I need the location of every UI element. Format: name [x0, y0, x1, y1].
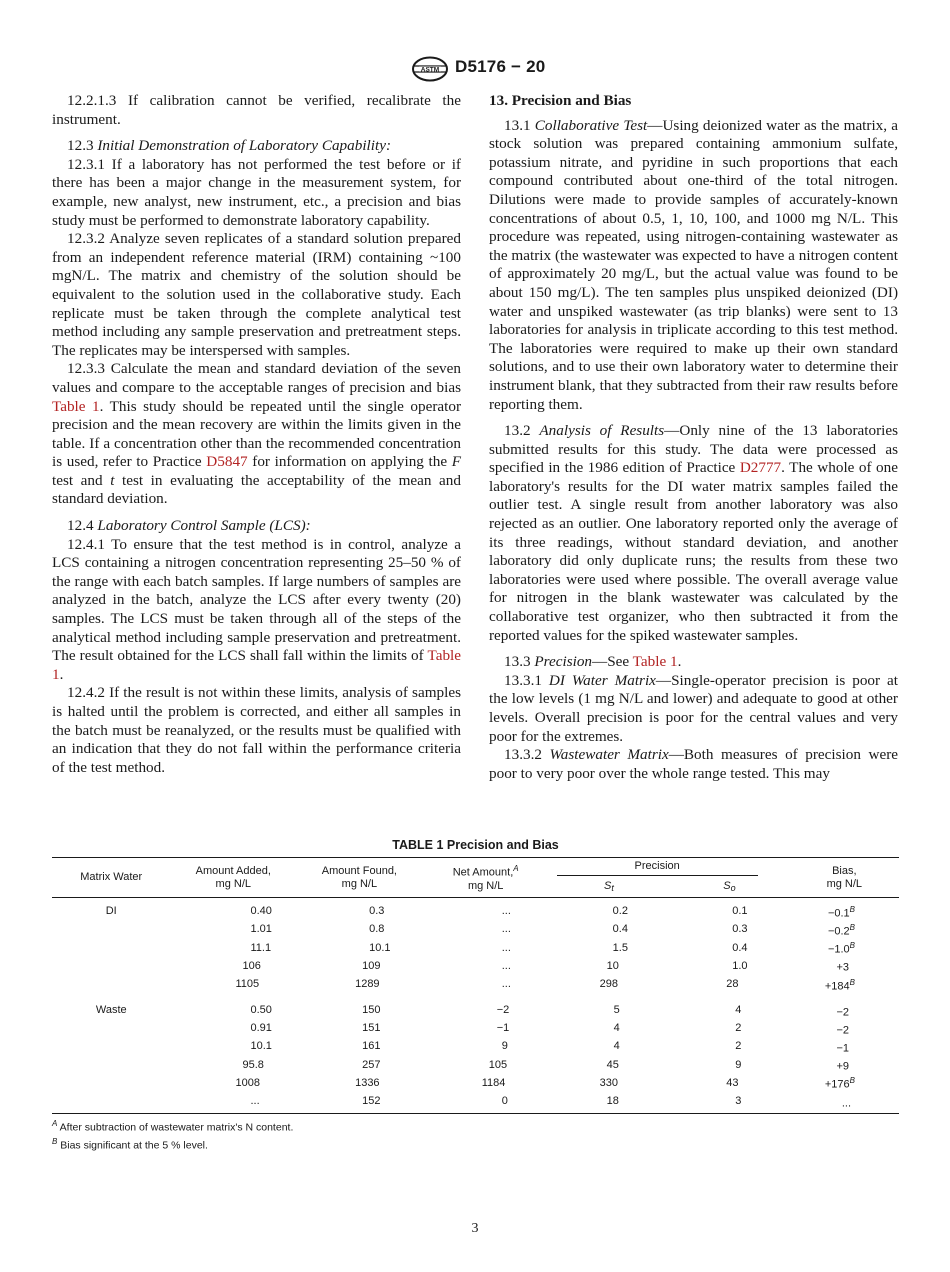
- text-span: —Using deionized water as the matrix, a stock solution was prepared containing ammonium sulfate, potassium nitrate, and pyridine in such proportions that each compound contributed about one-third of the total nitrogen. Dilutions were made to provide samples of accurately-known concentrations of about 0.5, 1, 10, 100, and 1000 mg N/L. This procedure was repeated, using nitrogen-containing wastewater as the matrix (the wastewater was expected to have a nitrogen content of approximately 20 mg/L, but the actual value was found to be about 150 mg/L). The ten samples plus unspiked deionized (DI) water and unspiked wastewater (as trip blanks) were sent to 13 laboratories for analysis in triplicate according to this test method. The laboratories were required to make up their own standard solutions, and to use their own laboratory water to determine their instrument blank, that they subtracted from their raw results before reporting them.: [489, 116, 898, 413]
- cell-bias: [790, 1038, 899, 1056]
- cell-sr: 298: [599, 977, 619, 990]
- text-span: 12.3.3 Calculate the mean and standard deviation of the seven values and compare to the acceptable ranges of precision and bias: [52, 360, 461, 396]
- cell-found: 10.1: [369, 941, 391, 954]
- para-13-3-2-title: Wastewater Matrix: [549, 746, 669, 764]
- para-13-1-title: Collaborative Test: [534, 116, 648, 134]
- cell-found: 0.8: [369, 923, 385, 936]
- cell-matrix: [52, 939, 170, 957]
- cell-so: 2: [735, 1040, 742, 1053]
- para-13-3-2: [489, 746, 898, 783]
- cell-bias: [790, 1020, 899, 1038]
- text-span: . This study should be repeated until the single operator precision and the mean recovery are within the limits given in the table. If a concentration other than the recommended concentration is used, refer to Practice: [52, 397, 462, 471]
- para-12-3-number: 12.3: [67, 137, 98, 155]
- bias-value: +176: [824, 1079, 850, 1092]
- cell-found: 152: [296, 1093, 423, 1114]
- cell-net: ...: [501, 941, 511, 954]
- table-row: [52, 939, 899, 957]
- footnote-mark: B: [849, 1076, 855, 1086]
- cell-so: 3: [669, 1093, 789, 1114]
- cell-found: 1336: [355, 1076, 380, 1089]
- para-12-2-1-3: 12.2.1.3 If calibration cannot be verified, recalibrate the instrument.: [52, 92, 461, 128]
- cell-sr: 4: [613, 1022, 620, 1035]
- cell-matrix: [52, 1056, 170, 1074]
- header-amount-added: [170, 858, 296, 898]
- para-12-4: [52, 517, 461, 536]
- table-row: [52, 1020, 899, 1038]
- table-1: [52, 838, 899, 1153]
- cell-found: 151: [362, 1022, 381, 1035]
- text-span: —Both measures of precision were poor to very poor over the whole range tested. This may: [489, 746, 899, 782]
- header-so: [669, 878, 789, 898]
- left-column: [52, 92, 461, 777]
- para-13-3-1: [489, 672, 898, 746]
- cell-bias: [790, 976, 899, 994]
- table-1-title: TABLE 1 Precision and Bias: [392, 838, 559, 852]
- cell-added: 95.8: [242, 1058, 264, 1071]
- table-row: [52, 976, 899, 994]
- cell-bias: [790, 898, 899, 922]
- cell-added: 1008: [235, 1076, 260, 1089]
- cell-so: 0.4: [732, 941, 748, 954]
- text-span: .: [677, 653, 682, 671]
- footnote-mark: B: [849, 977, 855, 987]
- cell-added: 0.50: [250, 1004, 272, 1017]
- text-span: 12.4.1 To ensure that the test method is in control, analyze a LCS containing a nitrogen concentration representing 25–50 % of the range with each batch samples. If large numbers of samples are analyzed in the batch, analyze the LCS after every twenty (20) samples. The LCS must be taken through all of the steps of the analytical method including sample preservation and pretreatment. The result obtained for the LCS shall fall within the limits of: [52, 535, 461, 665]
- para-12-3: [52, 137, 461, 156]
- text-span: .: [59, 665, 64, 683]
- cell-found: 150: [362, 1004, 381, 1017]
- cell-matrix: DI: [105, 905, 117, 918]
- para-13-2-number: 13.2: [504, 422, 540, 440]
- cell-net: ...: [501, 905, 511, 918]
- para-13-3-1-number: 13.3.1: [504, 671, 549, 689]
- header-text: Amount Added,: [195, 864, 271, 877]
- cell-bias: [790, 1002, 899, 1020]
- para-13-1-number: 13.1: [504, 116, 535, 134]
- table-row: [52, 1093, 899, 1114]
- table-footnotes: [52, 1117, 899, 1153]
- cell-sr: 4: [613, 1040, 620, 1053]
- para-12-3-3: [52, 360, 461, 509]
- header-matrix-water: Matrix Water: [52, 858, 170, 898]
- footnote-mark: A: [513, 864, 519, 874]
- cell-sr: 5: [613, 1004, 620, 1017]
- logo-text: ASTM: [420, 66, 440, 74]
- d2777-link[interactable]: D2777: [739, 459, 782, 477]
- t-symbol: t: [110, 471, 115, 489]
- header-precision-label: Precision: [557, 860, 758, 876]
- header-subscript: o: [730, 883, 736, 893]
- spacer-cell: [52, 994, 899, 1002]
- header-text: Net Amount,: [452, 866, 514, 879]
- cell-sr: 10: [606, 959, 619, 972]
- footnote-a: [52, 1117, 899, 1135]
- cell-matrix: [52, 976, 170, 994]
- cell-found: 0.3: [369, 905, 385, 918]
- cell-matrix: [52, 1074, 170, 1092]
- right-column: [489, 92, 898, 783]
- cell-bias: [790, 1056, 899, 1074]
- cell-net: 1184: [481, 1076, 506, 1089]
- text-span: test in evaluating the acceptability of the mean and standard deviation.: [52, 471, 461, 508]
- cell-net: 105: [488, 1058, 508, 1071]
- cell-bias: [790, 1074, 899, 1092]
- text-span: —See: [592, 653, 633, 671]
- table-row: [52, 898, 899, 922]
- cell-found: 109: [362, 959, 381, 972]
- cell-net: ...: [501, 923, 511, 936]
- cell-net: ...: [501, 959, 511, 972]
- cell-added: 0.91: [250, 1022, 272, 1035]
- cell-added: 10.1: [250, 1040, 272, 1053]
- cell-so: 28: [726, 977, 739, 990]
- cell-added: 106: [242, 959, 261, 972]
- cell-matrix: [52, 957, 170, 975]
- footnote-mark: A: [52, 1118, 58, 1128]
- header-sr: [549, 878, 670, 898]
- header-bias: [790, 858, 899, 898]
- cell-sr: 0.4: [612, 923, 628, 936]
- cell-matrix: Waste: [95, 1004, 127, 1017]
- table-row: [52, 1056, 899, 1074]
- table-spacer-row: [52, 994, 899, 1002]
- cell-bias: [790, 921, 899, 939]
- cell-so: 2: [735, 1022, 742, 1035]
- cell-added: ...: [170, 1093, 296, 1114]
- bias-value: −0.1: [827, 907, 850, 920]
- header-symbol: S: [604, 880, 612, 892]
- cell-matrix: [52, 1093, 170, 1114]
- cell-bias: [790, 1093, 899, 1114]
- cell-added: 11.1: [250, 941, 272, 954]
- cell-found: 161: [362, 1040, 381, 1053]
- para-13-3-1-title: DI Water Matrix: [548, 671, 656, 689]
- para-12-3-title: Initial Demonstration of Laboratory Capability:: [97, 137, 392, 155]
- footnote-text: After subtraction of wastewater matrix's N content.: [57, 1121, 294, 1134]
- para-12-4-2: 12.4.2 If the result is not within these limits, analysis of samples is halted until the problem is corrected, and either all samples in the batch must be reanalyzed, or the results must be qualified with an indication that they do not fall within the performance criteria of the test method.: [52, 684, 461, 776]
- cell-net: ...: [501, 977, 511, 990]
- header-precision: [549, 858, 790, 879]
- bias-value: −2: [836, 1024, 849, 1037]
- header-unit: mg N/L: [341, 877, 378, 890]
- cell-so: 4: [735, 1004, 742, 1017]
- astm-logo-icon: [410, 56, 450, 82]
- bias-value: +184: [824, 980, 850, 993]
- header-amount-found: [296, 858, 423, 898]
- bias-value: −2: [836, 1006, 849, 1019]
- bias-value: −1: [836, 1042, 849, 1055]
- cell-net: 0: [423, 1093, 549, 1114]
- precision-bias-table: [52, 857, 899, 1114]
- footnote-mark: B: [849, 923, 855, 933]
- cell-sr: 330: [599, 1076, 619, 1089]
- header-unit: mg N/L: [826, 877, 863, 890]
- table-1-link[interactable]: Table 1: [632, 653, 678, 671]
- table-row: [52, 1074, 899, 1092]
- para-12-3-1: 12.3.1 If a laboratory has not performed the test before or if there has been a major change in the measurement system, for example, new analyst, new instrument, etc., a precision and bias study must be performed to demonstrate laboratory capability.: [52, 155, 461, 229]
- cell-added: 0.40: [250, 905, 272, 918]
- cell-matrix: [52, 921, 170, 939]
- header-subscript: t: [611, 883, 614, 893]
- page-header: [0, 56, 950, 86]
- table-row: [52, 1002, 899, 1020]
- para-13-3: [489, 653, 898, 672]
- header-unit: mg N/L: [215, 877, 252, 890]
- para-13-1: [489, 117, 898, 415]
- text-span: —Only nine of the 13 laboratories submitted results for this study. The data were processed as specified in the 1986 edition of Practice: [489, 422, 899, 477]
- cell-net: −1: [496, 1022, 510, 1035]
- table-1-link[interactable]: Table 1: [52, 397, 100, 415]
- bias-value: +9: [836, 1060, 849, 1073]
- footnote-b: [52, 1135, 899, 1153]
- cell-sr: 18: [549, 1093, 670, 1114]
- cell-added: 1.01: [250, 923, 272, 936]
- cell-bias: [790, 957, 899, 975]
- para-12-4-number: 12.4: [67, 517, 98, 535]
- table-row: [52, 921, 899, 939]
- para-12-4-title: Laboratory Control Sample (LCS):: [97, 517, 311, 535]
- footnote-mark: B: [849, 941, 855, 951]
- cell-bias: [790, 939, 899, 957]
- table-1-link[interactable]: Table 1: [52, 647, 461, 683]
- text-span: . The whole of one laboratory's results for the DI water matrix samples failed the outlier test. A single result from another laboratory was also rejected as an outlier. One laboratory reported only the average of its three readings, without standard deviation, and another laboratory did only duplicate runs; the results from these two laboratories were used where possible. The overall average value for nitrogen in the blank wastewater was calculated by the collaborative test organizer, who then subtracted it from the reported values for the spiked wastewater samples.: [489, 459, 898, 644]
- cell-so: 1.0: [732, 959, 748, 972]
- bias-value: ...: [841, 1097, 851, 1110]
- page-number: 3: [471, 1221, 479, 1236]
- header-text: Amount Found,: [321, 864, 397, 877]
- header-net-amount: [423, 858, 549, 898]
- cell-matrix: [52, 1020, 170, 1038]
- cell-so: 9: [735, 1058, 742, 1071]
- footnote-mark: B: [52, 1136, 58, 1146]
- para-12-3-2: 12.3.2 Analyze seven replicates of a standard solution prepared from an independent reference material (IRM) containing ~100 mgN/L. The matrix and chemistry of the solution should be equivalent to the solution used in the collaborative study. Each replicate must be taken through the complete analytical test method including any sample preservation and pretreatment steps. The replicates may be interspersed with samples.: [52, 230, 461, 359]
- cell-matrix: [52, 1038, 170, 1056]
- text-span: test and: [52, 471, 111, 489]
- cell-so: 0.3: [732, 923, 748, 936]
- para-13-3-number: 13.3: [504, 653, 535, 671]
- f-symbol: F: [451, 453, 462, 471]
- cell-found: 257: [362, 1058, 381, 1071]
- cell-sr: 0.2: [612, 905, 628, 918]
- bias-value: −1.0: [827, 943, 850, 956]
- cell-added: 1105: [235, 977, 260, 990]
- table-row: [52, 957, 899, 975]
- cell-sr: 45: [606, 1058, 619, 1071]
- section-13-title: 13. Precision and Bias: [489, 92, 632, 109]
- header-unit: mg N/L: [467, 879, 504, 892]
- text-span: —Single-operator precision is poor at the low levels (1 mg N/L and lower) and adequate to good at other levels. Overall precision is poor for the central values and very poor for the extremes.: [489, 671, 898, 745]
- header-text: Bias,: [832, 864, 857, 877]
- para-13-3-title: Precision: [534, 653, 593, 671]
- para-13-3-2-number: 13.3.2: [504, 746, 550, 764]
- para-13-2: [489, 422, 898, 645]
- footnote-text: Bias significant at the 5 % level.: [57, 1139, 208, 1152]
- cell-net: −2: [496, 1004, 510, 1017]
- para-13-2-title: Analysis of Results: [539, 422, 665, 440]
- table-row: [52, 1038, 899, 1056]
- cell-so: 43: [726, 1076, 739, 1089]
- cell-so: 0.1: [732, 905, 748, 918]
- d5847-link[interactable]: D5847: [206, 453, 248, 471]
- cell-net: 9: [501, 1040, 508, 1053]
- cell-found: 1289: [355, 977, 380, 990]
- header-symbol: S: [723, 880, 731, 892]
- document-designation: D5176 − 20: [455, 57, 546, 76]
- para-12-4-1: [52, 536, 461, 685]
- cell-sr: 1.5: [612, 941, 628, 954]
- bias-value: −0.2: [827, 925, 850, 938]
- footnote-mark: B: [849, 905, 855, 914]
- bias-value: +3: [836, 962, 849, 975]
- text-span: for information on applying the: [247, 453, 452, 471]
